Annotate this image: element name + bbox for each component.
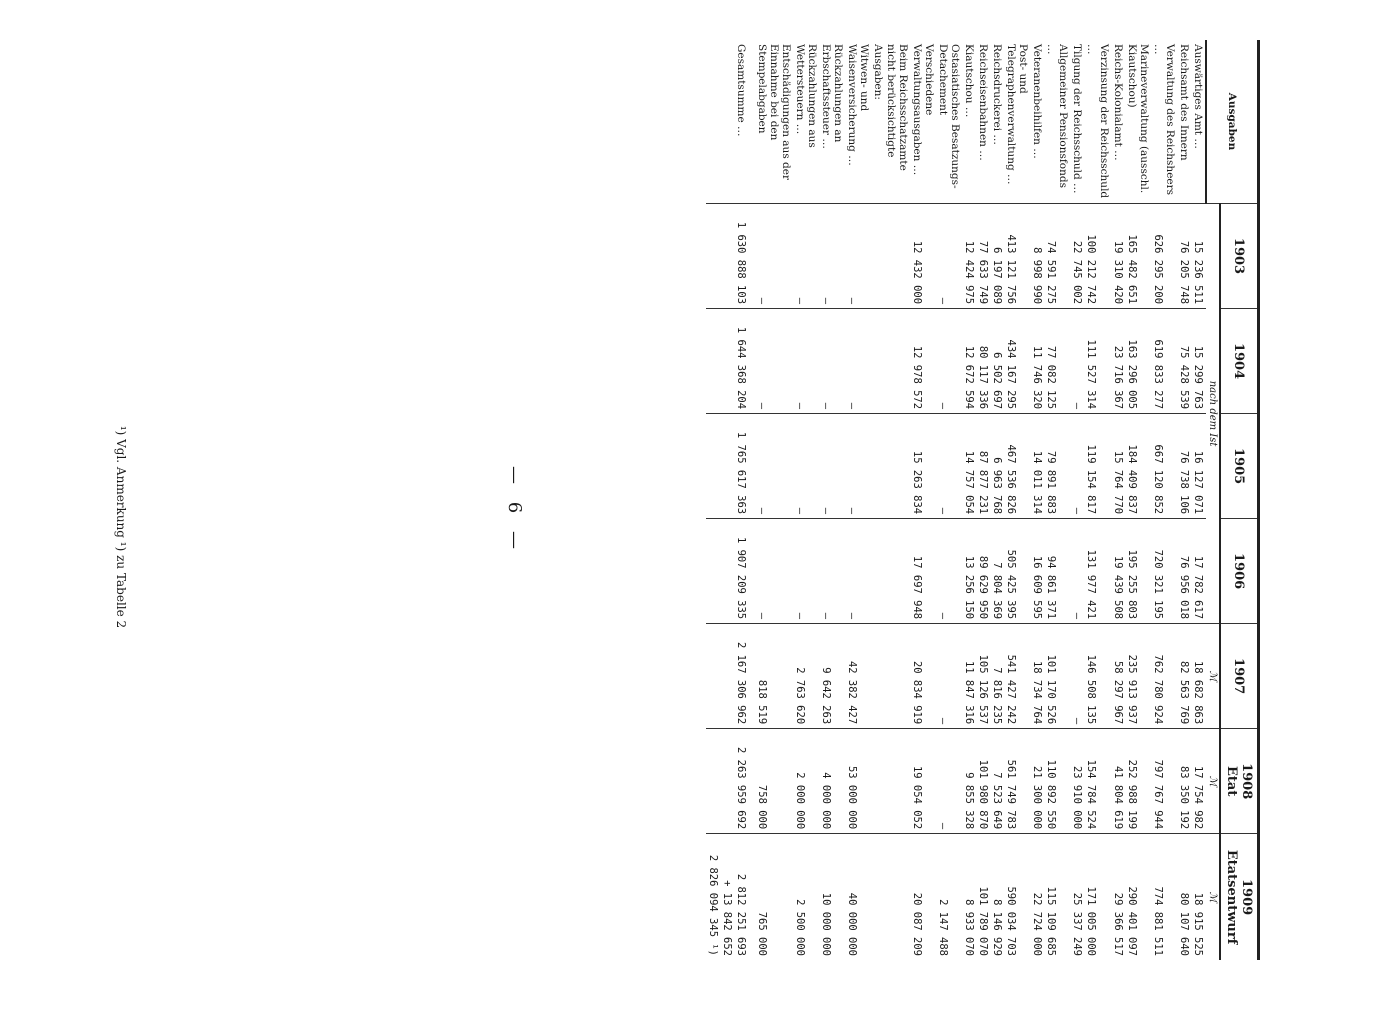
cell-value: 12 432 000	[910, 204, 936, 309]
cell-value: —	[755, 414, 793, 519]
label-header: Ausgaben	[1206, 40, 1259, 204]
cell-value: 413 121 756	[1004, 204, 1030, 309]
cell-value: —	[936, 519, 962, 624]
cell-value: 667 120 852	[1151, 414, 1177, 519]
cell-value: 8 146 929	[990, 834, 1004, 960]
cell-value: —	[819, 414, 845, 519]
cell-value: —	[845, 204, 871, 309]
cell-value: —	[936, 729, 962, 834]
cell-value: 12 672 594	[962, 309, 976, 414]
cell-value: 2 147 488	[936, 834, 962, 960]
cell-value: 11 847 316	[962, 624, 976, 729]
cell-value	[871, 834, 909, 960]
cell-value: 80 117 336	[976, 309, 990, 414]
cell-value: 110 892 550	[1044, 729, 1070, 834]
cell-value: —	[819, 204, 845, 309]
cell-value: 290 401 097	[1125, 834, 1151, 960]
row-label: Reichsdruckerei …	[991, 44, 1004, 145]
year-header: 1908 Etat	[1220, 729, 1259, 834]
cell-value: 111 527 314	[1084, 309, 1110, 414]
page-number: — 6 —	[503, 466, 525, 555]
year-header: 1909 Etatsentwurf	[1220, 834, 1259, 960]
cell-value: 19 439 508	[1111, 519, 1125, 624]
row-label: Reichsamt des Innern	[1177, 44, 1190, 161]
cell-value: 1 630 888 103	[734, 204, 755, 309]
unit-label: ℳ	[1206, 624, 1220, 729]
cell-value	[871, 519, 909, 624]
cell-value: 9 642 263	[819, 624, 845, 729]
cell-value: —	[1070, 309, 1084, 414]
cell-value: 18 682 863	[1191, 624, 1206, 729]
cell-value: 252 988 199	[1125, 729, 1151, 834]
cell-value: 6 197 089	[990, 204, 1004, 309]
table-container	[140, 40, 1260, 960]
cell-value: 58 297 967	[1111, 624, 1125, 729]
table-row	[910, 40, 936, 960]
table-row	[819, 40, 845, 960]
cell-value: —	[793, 414, 819, 519]
cell-value: 20 087 209	[910, 834, 936, 960]
cell-value: —	[845, 519, 871, 624]
cell-value: 23 910 000	[1070, 729, 1084, 834]
cell-value: 17 782 617	[1191, 519, 1206, 624]
cell-value: —	[1070, 414, 1084, 519]
cell-value: 434 167 295	[1004, 309, 1030, 414]
row-label: Gesamtsumme …	[734, 44, 747, 137]
cell-value: 7 804 369	[990, 519, 1004, 624]
year-header: 1904	[1220, 309, 1259, 414]
cell-value: —	[819, 519, 845, 624]
cell-value: 42 382 427	[845, 624, 871, 729]
cell-value: 76 738 106	[1177, 414, 1191, 519]
year-header: 1907	[1220, 624, 1259, 729]
cell-value	[871, 204, 909, 309]
cell-value: 21 300 000	[1030, 729, 1044, 834]
table-row	[793, 40, 819, 960]
cell-value: 619 833 277	[1151, 309, 1177, 414]
cell-value: 15 236 511	[1191, 204, 1206, 309]
cell-value	[871, 729, 909, 834]
cell-value: 18 734 764	[1030, 624, 1044, 729]
cell-value: —	[755, 519, 793, 624]
cell-value: 2 500 000	[793, 834, 819, 960]
cell-value: 87 877 231	[976, 414, 990, 519]
table-row	[990, 40, 1004, 960]
row-label: Kiautschou …	[962, 44, 975, 118]
cell-value: 74 591 275	[1044, 204, 1070, 309]
cell-value: 1 907 209 335	[734, 519, 755, 624]
table-row	[1111, 40, 1125, 960]
cell-value: —	[936, 624, 962, 729]
cell-value: 15 764 770	[1111, 414, 1125, 519]
cell-value: 41 804 619	[1111, 729, 1125, 834]
table-row	[845, 40, 871, 960]
cell-value	[871, 624, 909, 729]
cell-value: 131 977 421	[1084, 519, 1110, 624]
cell-value: 22 745 002	[1070, 204, 1084, 309]
row-label: Auswärtiges Amt …	[1192, 44, 1204, 149]
row-label: Post- und Telegraphenverwaltung …	[1005, 44, 1030, 185]
cell-value: 9 855 328	[962, 729, 976, 834]
cell-value: 797 767 944	[1151, 729, 1177, 834]
cell-value: —	[755, 309, 793, 414]
table-row	[1177, 40, 1191, 960]
cell-value: 15 263 834	[910, 414, 936, 519]
cell-value: 12 978 572	[910, 309, 936, 414]
row-label: Rückzahlungen an Erbschaftssteuer …	[820, 44, 845, 149]
cell-value: 16 609 595	[1030, 519, 1044, 624]
cell-value: 235 913 937	[1125, 624, 1151, 729]
cell-value: 19 054 052	[910, 729, 936, 834]
year-header: 1905	[1220, 414, 1259, 519]
cell-value: 13 256 150	[962, 519, 976, 624]
cell-value: 20 834 919	[910, 624, 936, 729]
cell-value: 101 170 526	[1044, 624, 1070, 729]
cell-value: 10 000 000	[819, 834, 845, 960]
cell-value: 14 757 054	[962, 414, 976, 519]
cell-value: 6 963 768	[990, 414, 1004, 519]
cell-value: 15 299 763	[1191, 309, 1206, 414]
cell-value: 2 763 620	[793, 624, 819, 729]
cell-value: 8 933 070	[962, 834, 976, 960]
cell-value: 590 034 703	[1004, 834, 1030, 960]
unit-label: ℳ	[1206, 729, 1220, 834]
cell-value: 2 167 306 962	[734, 624, 755, 729]
cell-value: 1 644 368 204	[734, 309, 755, 414]
cell-value: 561 749 783	[1004, 729, 1030, 834]
cell-value: 17 754 982	[1191, 729, 1206, 834]
cell-value: 12 424 975	[962, 204, 976, 309]
cell-value: 83 350 192	[1177, 729, 1191, 834]
cell-value: 14 011 314	[1030, 414, 1044, 519]
cell-value: 2 812 251 693	[734, 834, 755, 960]
cell-value: —	[936, 414, 962, 519]
cell-value: 115 109 685	[1044, 834, 1070, 960]
cell-value: 774 881 511	[1151, 834, 1177, 960]
cell-value: 22 724 000	[1030, 834, 1044, 960]
cell-value: 40 000 000	[845, 834, 871, 960]
row-label: Witwen- und Waisenversicherung …	[846, 44, 871, 166]
row-label: Verzinsung der Reichsschuld …	[1085, 44, 1110, 199]
cell-value: 184 409 837	[1125, 414, 1151, 519]
row-label: Marineverwaltung (ausschl. Kiautschou)	[1125, 44, 1150, 194]
row-label: Verwaltung des Reichsheers …	[1151, 44, 1176, 196]
cell-value: 541 427 242	[1004, 624, 1030, 729]
cell-value: 19 310 420	[1111, 204, 1125, 309]
table-row	[976, 40, 990, 960]
table-row	[936, 40, 962, 960]
cell-value: —	[845, 414, 871, 519]
table-row	[871, 40, 909, 960]
cell-value	[871, 309, 909, 414]
cell-value: 163 296 005	[1125, 309, 1151, 414]
cell-value: 818 519	[755, 624, 793, 729]
table-row	[1151, 40, 1177, 960]
cell-value: 11 746 320	[1030, 309, 1044, 414]
cell-value: 758 000	[755, 729, 793, 834]
table-row	[1125, 40, 1151, 960]
cell-value: —	[819, 309, 845, 414]
row-label: Ostasiatisches Besatzungs-Detachement	[936, 44, 961, 189]
row-label: Rückzahlungen aus Wettersteuern …	[794, 44, 819, 148]
row-label: Reichs-Kolonialamt …	[1111, 44, 1124, 161]
cell-value: 75 428 539	[1177, 309, 1191, 414]
table-row	[1084, 40, 1110, 960]
cell-value: 765 000	[755, 834, 793, 960]
cell-value: 25 337 249	[1070, 834, 1084, 960]
cell-value: 77 633 749	[976, 204, 990, 309]
cell-value: 94 861 371	[1044, 519, 1070, 624]
table-row	[755, 40, 793, 960]
cell-value: 101 789 070	[976, 834, 990, 960]
cell-value: 80 107 640	[1177, 834, 1191, 960]
cell-value: —	[1070, 519, 1084, 624]
year-header: 1906	[1220, 519, 1259, 624]
cell-value	[871, 414, 909, 519]
cell-value: 76 205 748	[1177, 204, 1191, 309]
cell-value: 7 523 649	[990, 729, 1004, 834]
cell-value: 146 508 135	[1084, 624, 1110, 729]
row-label: Veteranenbeihilfen …	[1031, 44, 1044, 159]
cell-value: 6 502 697	[990, 309, 1004, 414]
cell-value: 467 536 826	[1004, 414, 1030, 519]
row-label: Beim Reichsschatzamte nicht berücksichtigte Ausgaben:	[872, 44, 909, 171]
total-row	[734, 40, 755, 960]
cell-value: 1 765 617 363	[734, 414, 755, 519]
table-row	[1070, 40, 1084, 960]
row-label: Verschiedene Verwaltungsausgaben …	[910, 44, 935, 176]
row-label: Tilgung der Reichsschuld …	[1071, 44, 1084, 194]
cell-value: 105 126 537	[976, 624, 990, 729]
cell-value: 762 780 924	[1151, 624, 1177, 729]
cell-value: 77 082 125	[1044, 309, 1070, 414]
table-row	[1044, 40, 1070, 960]
cell-value: —	[936, 309, 962, 414]
cell-value: 101 980 870	[976, 729, 990, 834]
cell-value: 7 816 235	[990, 624, 1004, 729]
cell-value: 720 321 195	[1151, 519, 1177, 624]
cell-value: 53 000 000	[845, 729, 871, 834]
expenditure-table	[706, 40, 1260, 960]
cell-value: 8 998 990	[1030, 204, 1044, 309]
cell-value: 195 255 803	[1125, 519, 1151, 624]
footnote: ¹) Vgl. Anmerkung ¹) zu Tabelle 2	[114, 425, 129, 629]
table-row	[1191, 40, 1206, 960]
cell-value: 154 784 524	[1084, 729, 1110, 834]
cell-value: —	[845, 309, 871, 414]
cell-value: —	[793, 519, 819, 624]
cell-value: 2 263 959 692	[734, 729, 755, 834]
cell-value: 4 000 000	[819, 729, 845, 834]
cell-value: —	[793, 204, 819, 309]
cell-value: 2 000 000	[793, 729, 819, 834]
final-total-value: 2 826 094 345 ¹)	[706, 834, 720, 960]
cell-value: 29 366 517	[1111, 834, 1125, 960]
cell-value: 17 697 948	[910, 519, 936, 624]
cell-value: —	[1070, 624, 1084, 729]
year-header: 1903	[1220, 204, 1259, 309]
subheader: nach dem Ist	[1206, 204, 1220, 624]
cell-value: 100 212 742	[1084, 204, 1110, 309]
cell-value: 18 915 525	[1191, 834, 1206, 960]
cell-value: 79 891 883	[1044, 414, 1070, 519]
table-row	[962, 40, 976, 960]
cell-value: 119 154 817	[1084, 414, 1110, 519]
cell-value: 23 716 367	[1111, 309, 1125, 414]
row-label: Reichseisenbahnen …	[977, 44, 989, 161]
cell-value: 16 127 071	[1191, 414, 1206, 519]
row-label: Allgemeiner Pensionsfonds …	[1045, 44, 1070, 188]
cell-value: —	[936, 204, 962, 309]
cell-value: 76 956 018	[1177, 519, 1191, 624]
row-label: Entschädigungen aus der Einnahme bei den Stempelabgaben	[755, 44, 793, 181]
adjustment-value: + 13 842 652	[720, 834, 734, 960]
cell-value: 505 425 395	[1004, 519, 1030, 624]
cell-value: 89 629 950	[976, 519, 990, 624]
table-row	[1004, 40, 1030, 960]
cell-value: 171 005 000	[1084, 834, 1110, 960]
cell-value: 165 482 651	[1125, 204, 1151, 309]
table-row	[1030, 40, 1044, 960]
cell-value: —	[755, 204, 793, 309]
cell-value: —	[793, 309, 819, 414]
cell-value: 626 295 200	[1151, 204, 1177, 309]
adjust-row	[706, 40, 720, 960]
cell-value: 82 563 769	[1177, 624, 1191, 729]
adjust-row	[720, 40, 734, 960]
unit-label: ℳ	[1206, 834, 1220, 960]
